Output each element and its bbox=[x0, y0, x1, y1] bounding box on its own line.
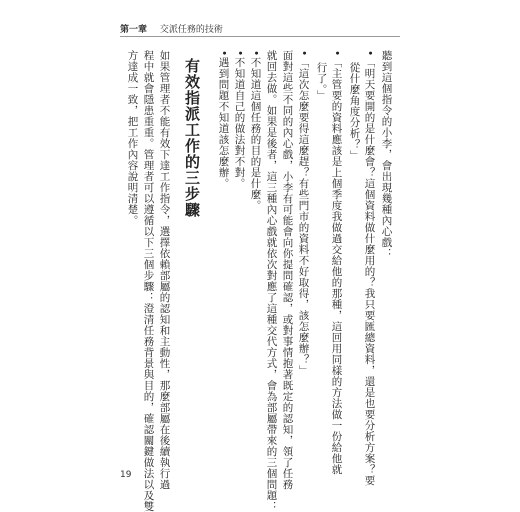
bullet-line-2: •「主管要的資料應該是上個季度我做過交給他的那種，這回用同樣的方法做一份給他就 bbox=[330, 50, 343, 475]
intro-line: 聽到這個指令的小李，會出現幾種內心戲： bbox=[380, 50, 393, 259]
running-header bbox=[120, 22, 223, 35]
page-number: 19 bbox=[120, 470, 132, 480]
paragraph-line: 面對這些不同的內心戲，小李有可能會向你提問確認，或對事情抱著既定的認知，領了任務 bbox=[281, 50, 294, 490]
paragraph-line: 程中就會隱患重重。管理者可以遵循以下三個步驟：澄清任務背景與目的，確認關鍵做法以及雙 bbox=[142, 50, 155, 512]
bullet-line-3: •「這次怎麼要得這麼趕？有些門市的資料不好取得，該怎麼辦？」 bbox=[297, 50, 310, 376]
list-item: •不知道這個任務的目的是什麼。 bbox=[249, 50, 262, 211]
chapter-label: 第一章 bbox=[120, 25, 148, 35]
paragraph-line: 如果管理者不能有效下達工作指令，選擇依賴部屬的認知和主動性，那麼部屬在後續執行過 bbox=[158, 50, 171, 490]
bullet-line-2-cont: 行了。」 bbox=[315, 62, 328, 101]
paragraph-line: 方達成一致，把工作內容說明清楚。 bbox=[126, 50, 139, 226]
chapter-title: 交派任務的技術 bbox=[159, 25, 223, 35]
bullet-line-1: •「明天要開的是什麼會？這個資料做什麼用的？我只要匯總資料，還是也要分析方案？要 bbox=[363, 50, 376, 486]
list-item: •不知道自己的做法對不對。 bbox=[233, 50, 246, 189]
header-rule bbox=[120, 36, 400, 37]
list-item: •遇到問題不知道該怎麼辦。 bbox=[217, 50, 230, 189]
section-heading: 有效指派工作的三步驟 bbox=[183, 58, 201, 218]
bullet-line-1-cont: 從什麼角度分析？」 bbox=[348, 62, 361, 161]
paragraph-line: 就回去做。如果是後者，這三種內心戲就依次對應了這種交代方式，會為部屬帶來的三個問題： bbox=[265, 50, 278, 512]
